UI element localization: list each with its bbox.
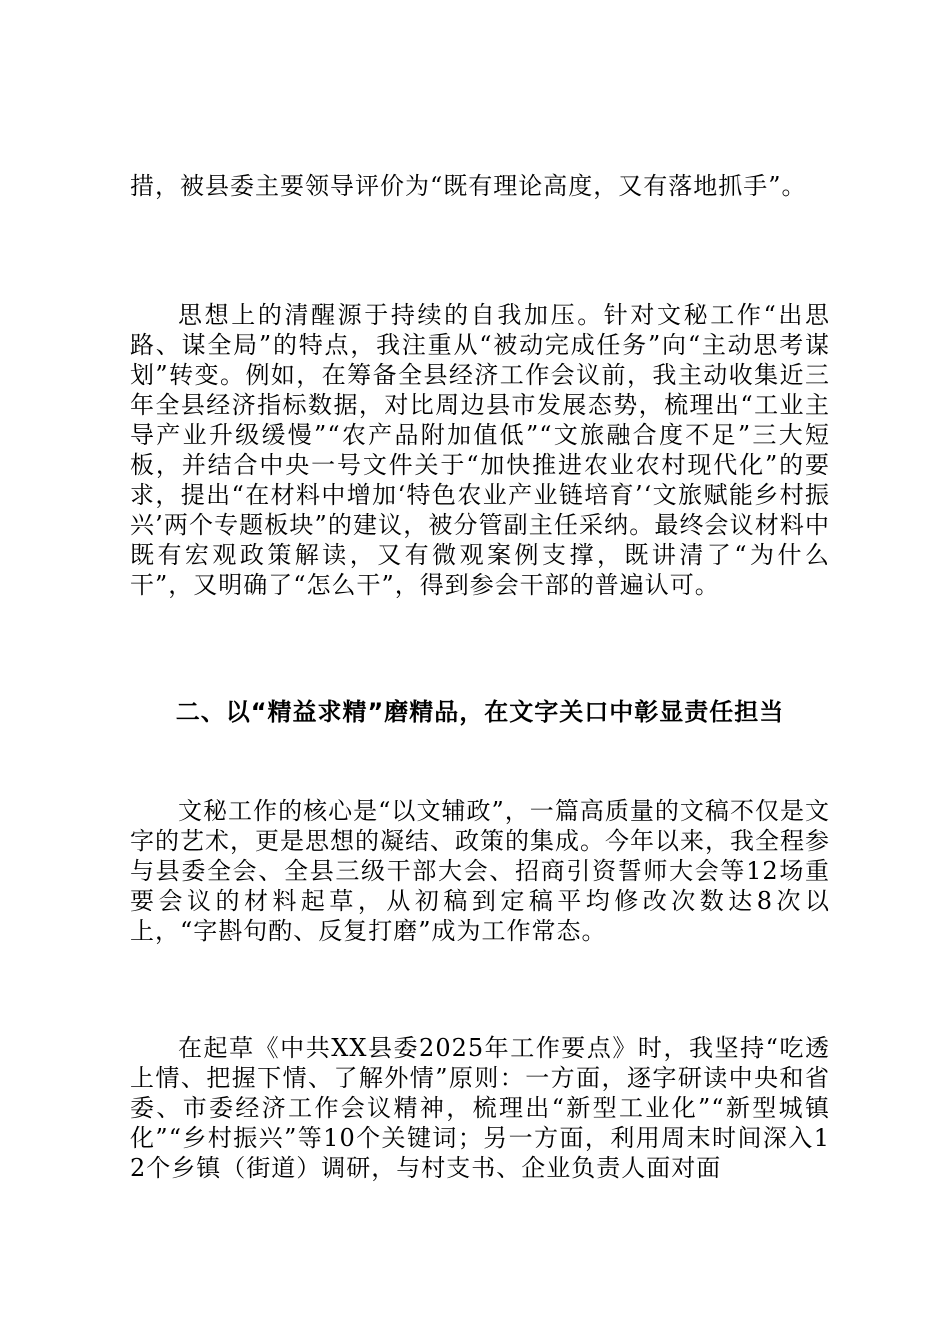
paragraph-work-plan: 在起草《中共XX县委2025年工作要点》时，我坚持“吃透上情、把握下情、了解外情”原则：一方面，逐字研读中央和省委、市委经济工作会议精神，梳理出“新型工业化”“新型城镇化”“乡村振兴”等10个关键词；另一方面，利用周末时间深入12个乡镇（街道）调研，与村支书、企业负责人面对面 [130, 1034, 830, 1182]
paragraph-core-work: 文秘工作的核心是“以文辅政”，一篇高质量的文稿不仅是文字的艺术，更是思想的凝结、政策的集成。今年以来，我全程参与县委全会、全县三级干部大会、招商引资誓师大会等12场重要会议的材料起草，从初稿到定稿平均修改次数达8次以上，“字斟句酌、反复打磨”成为工作常态。 [130, 797, 830, 945]
paragraph-self-pressure: 思想上的清醒源于持续的自我加压。针对文秘工作“出思路、谋全局”的特点，我注重从“被动完成任务”向“主动思考谋划”转变。例如，在筹备全县经济工作会议前，我主动收集近三年全县经济指标数据，对比周边县市发展态势，梳理出“工业主导产业升级缓慢”“农产品附加值低”“文旅融合度不足”三大短板，并结合中央一号文件关于“加快推进农业农村现代化”的要求，提出“在材料中增加‘特色农业产业链培育’‘文旅赋能乡村振兴’两个专题板块”的建议，被分管副主任采纳。最终会议材料中既有宏观政策解读，又有微观案例支撑，既讲清了“为什么干”，又明确了“怎么干”，得到参会干部的普遍认可。 [130, 301, 830, 599]
paragraph-continued: 措，被县委主要领导评价为“既有理论高度，又有落地抓手”。 [130, 172, 807, 200]
section-heading: 二、以“精益求精”磨精品，在文字关口中彰显责任担当 [175, 698, 785, 726]
